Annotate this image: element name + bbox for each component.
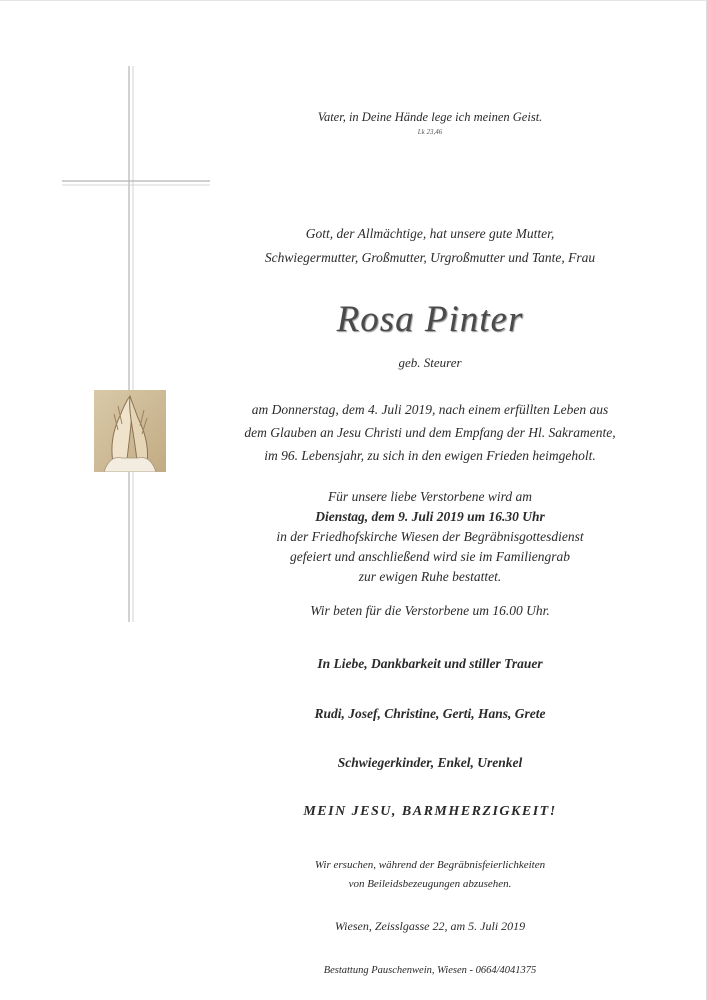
funeral-line: zur ewigen Ruhe bestattet. [358,569,502,584]
intro-text [180,222,680,270]
request-line: von Beileidsbezeugungen abzusehen. [348,878,512,890]
motto-reference: Lk 23,46 [417,128,443,136]
motto-text: Vater, in Deine Hände lege ich meinen Geist. [317,110,543,124]
deceased-name: Rosa Pinter [336,299,524,340]
intro-line: Gott, der Allmächtige, hat unsere gute Mutter, [305,226,555,241]
mourning-line: In Liebe, Dankbarkeit und stiller Trauer [317,656,543,671]
life-text [180,398,680,467]
funeral-line: Für unsere liebe Verstorbene wird am [327,489,533,504]
relatives-names: Schwiegerkinder, Enkel, Urenkel [337,755,523,770]
undertaker-info: Bestattung Pauschenwein, Wiesen - 0664/4041375 [323,965,537,976]
place-date: Wiesen, Zeisslgasse 22, am 5. Juli 2019 [334,919,526,933]
request-line: Wir ersuchen, während der Begräbnisfeierlichkeiten [314,859,546,871]
family-names: Rudi, Josef, Christine, Gerti, Hans, Grete [314,706,546,721]
birth-name: geb. Steurer [398,355,462,370]
condolence-request [180,856,680,894]
intro-line: Schwiegermutter, Großmutter, Urgroßmutter und Tante, Frau [264,250,596,265]
funeral-date: Dienstag, dem 9. Juli 2019 um 16.30 Uhr [315,509,545,524]
funeral-details [180,487,680,587]
prayer-time: Wir beten für die Verstorbene um 16.00 Uhr. [310,603,550,618]
life-line: am Donnerstag, dem 4. Juli 2019, nach einem erfüllten Leben aus [251,402,609,417]
funeral-line: in der Friedhofskirche Wiesen der Begräbnisgottesdienst [276,529,584,544]
life-line: im 96. Lebensjahr, zu sich in den ewigen Frieden heimgeholt. [264,448,596,463]
praying-hands-icon [94,390,166,472]
funeral-line: gefeiert und anschließend wird sie im Familiengrab [290,549,570,564]
life-line: dem Glauben an Jesu Christi und dem Empfang der Hl. Sakramente, [244,425,616,440]
closing-prayer: MEIN JESU, BARMHERZIGKEIT! [303,804,557,819]
